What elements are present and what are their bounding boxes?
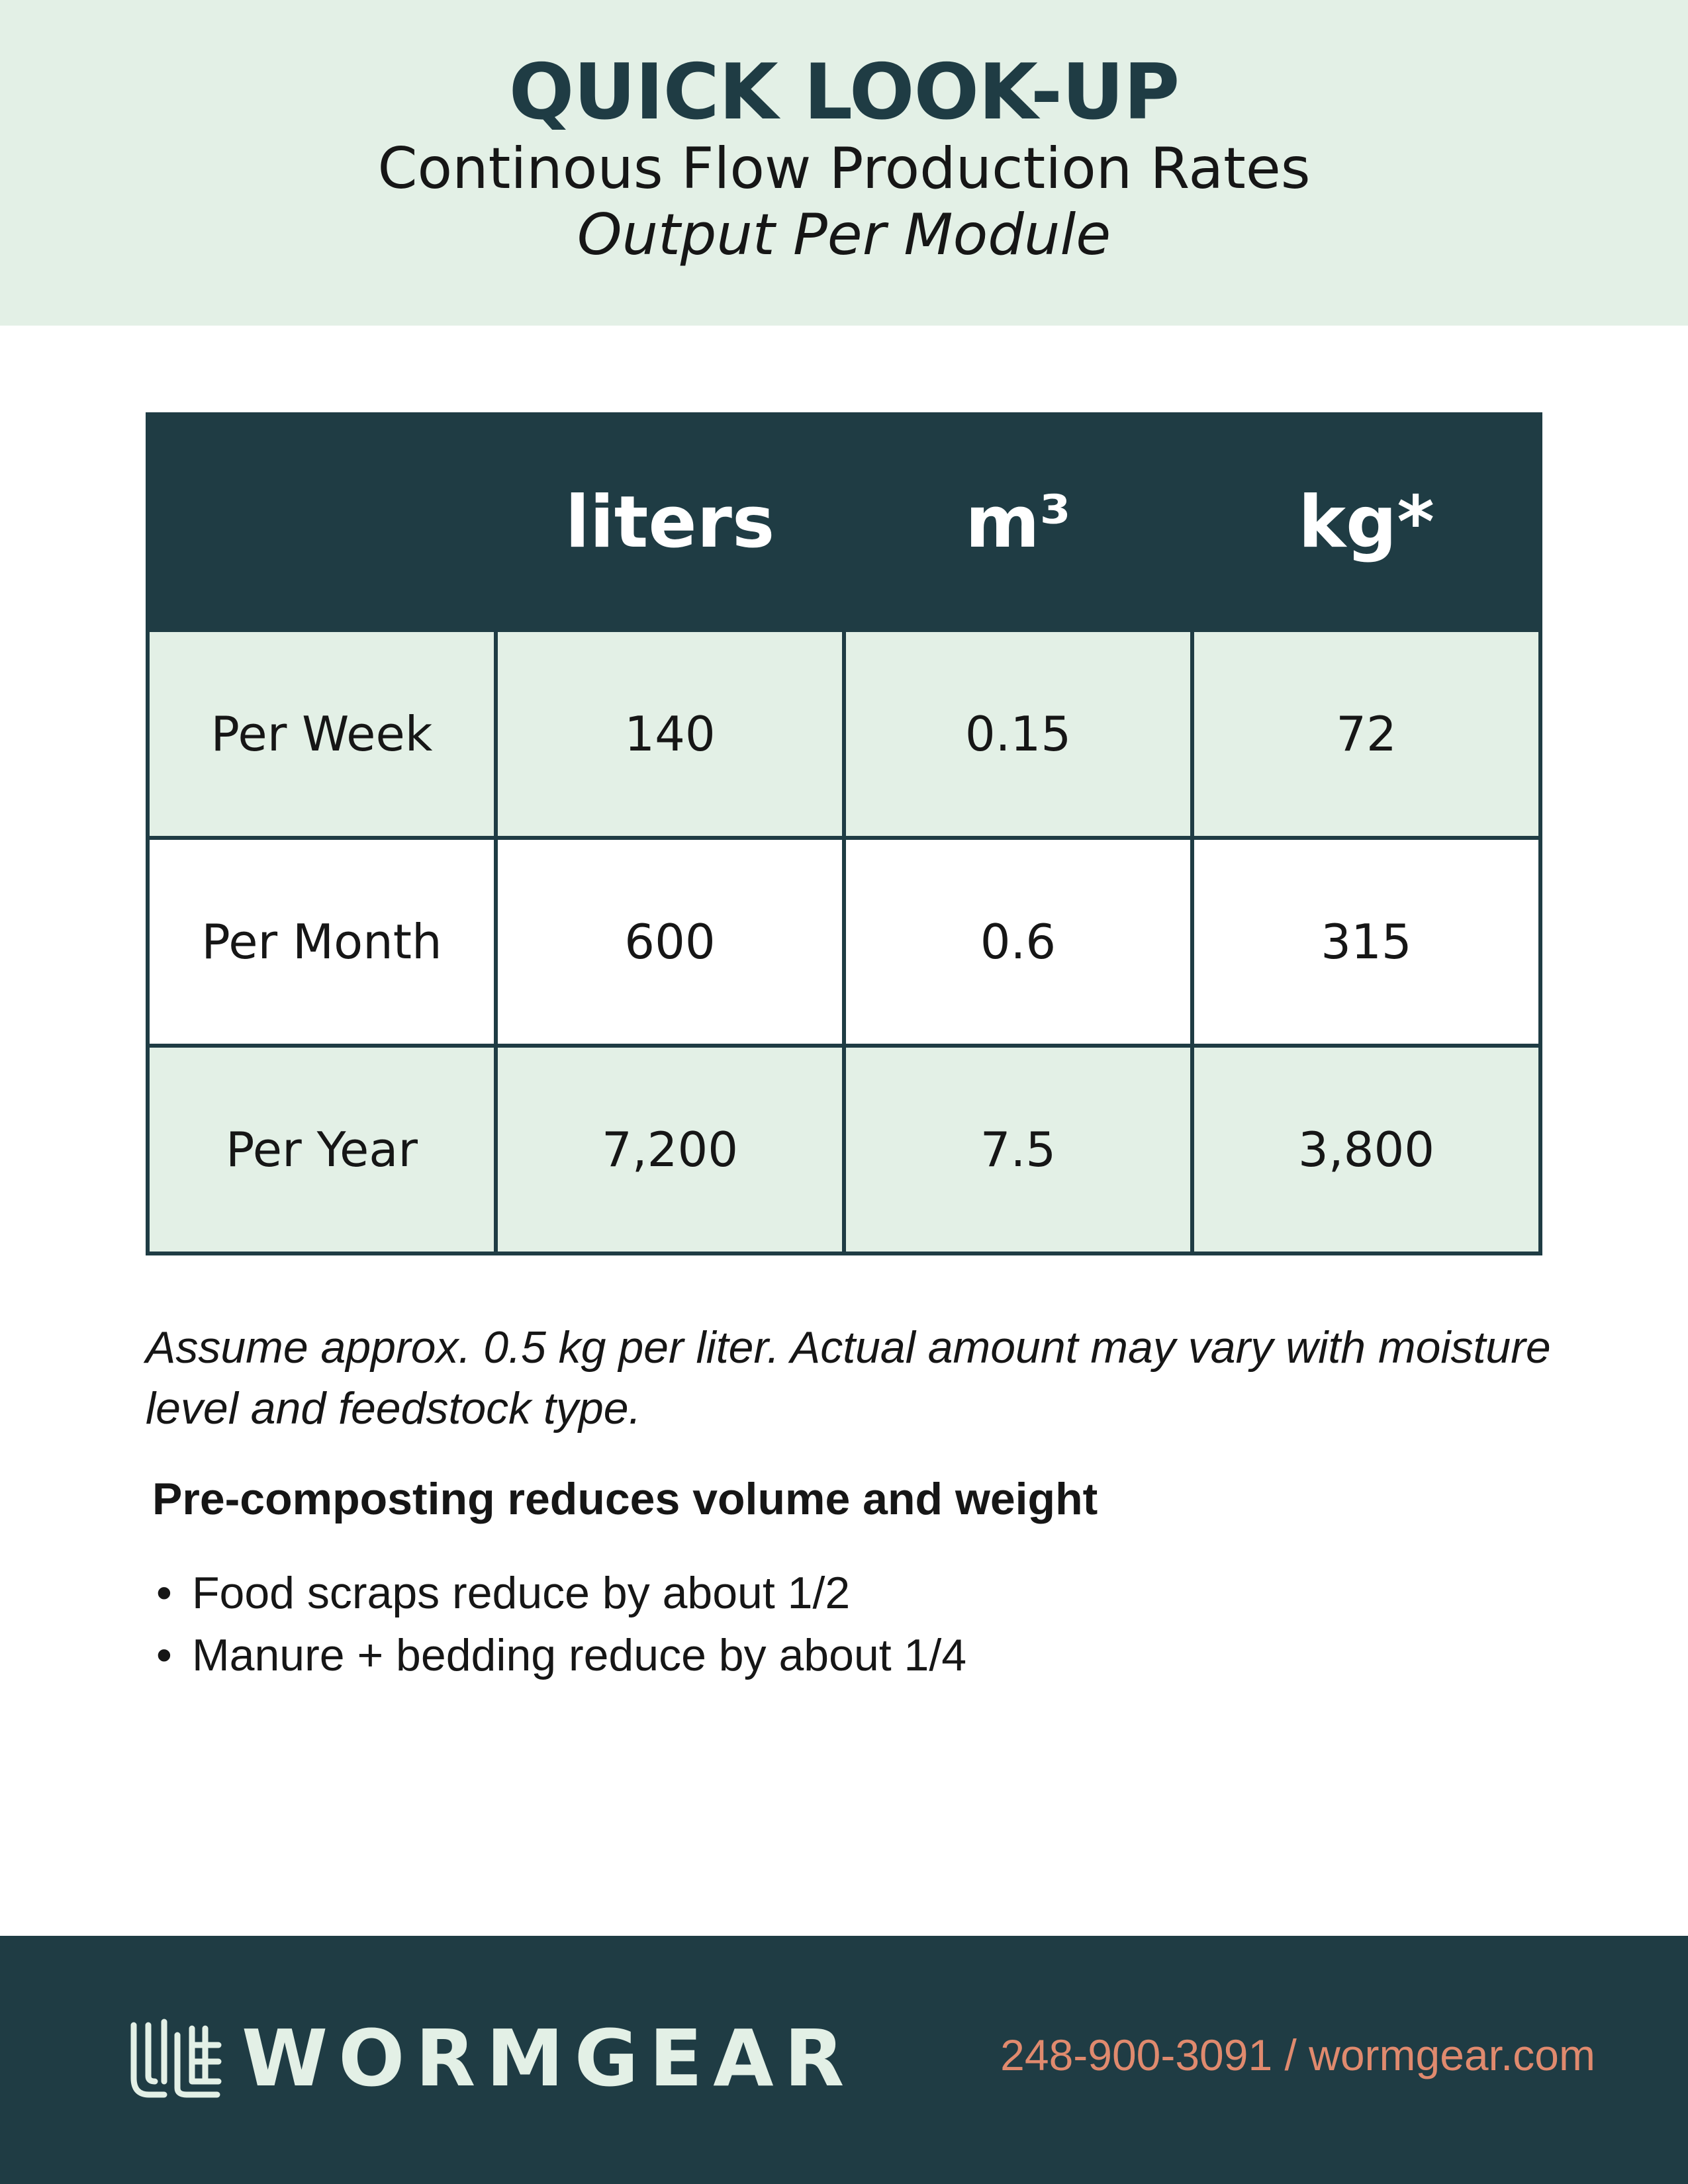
cell-kg: 3,800 — [1192, 1046, 1540, 1253]
table-row — [148, 838, 1540, 1046]
row-label: Per Year — [148, 1046, 496, 1253]
brand-name: WORMGEAR — [242, 2013, 855, 2104]
table-header-row — [148, 414, 1540, 630]
cell-kg: 315 — [1192, 838, 1540, 1046]
cell-kg: 72 — [1192, 630, 1540, 838]
row-label: Per Week — [148, 630, 496, 838]
wormgear-logo-icon — [126, 2015, 225, 2101]
bullet-icon: • — [156, 1568, 172, 1618]
table-row — [148, 1046, 1540, 1253]
footnote: Assume approx. 0.5 kg per liter. Actual amount may vary with moisture level and feedstock type. — [146, 1322, 1551, 1433]
cell-liters: 600 — [496, 838, 844, 1046]
bullet-list — [152, 1562, 966, 1686]
production-rates-table — [146, 412, 1542, 1255]
section-subhead: Pre-composting reduces volume and weight — [152, 1474, 1098, 1524]
table-header-m3: m³ — [844, 414, 1192, 630]
cell-liters: 7,200 — [496, 1046, 844, 1253]
table-header-liters: liters — [496, 414, 844, 630]
cell-m3: 7.5 — [844, 1046, 1192, 1253]
list-item-text: Food scraps reduce by about 1/2 — [192, 1568, 851, 1618]
page-subtitle-output: Output Per Module — [577, 202, 1111, 268]
contact-info: 248-900-3091 / wormgear.com — [1000, 2030, 1595, 2079]
page-subtitle: Continous Flow Production Rates — [377, 136, 1311, 202]
header-band — [0, 0, 1688, 326]
cell-liters: 140 — [496, 630, 844, 838]
cell-m3: 0.15 — [844, 630, 1192, 838]
bullet-icon: • — [156, 1630, 172, 1680]
page-title: QUICK LOOK-UP — [508, 48, 1180, 137]
list-item — [152, 1562, 966, 1624]
cell-m3: 0.6 — [844, 838, 1192, 1046]
list-item-text: Manure + bedding reduce by about 1/4 — [192, 1630, 967, 1680]
table-header-kg: kg* — [1192, 414, 1540, 630]
row-label: Per Month — [148, 838, 496, 1046]
list-item — [152, 1624, 966, 1686]
table-header-blank — [148, 414, 496, 630]
table-row — [148, 630, 1540, 838]
